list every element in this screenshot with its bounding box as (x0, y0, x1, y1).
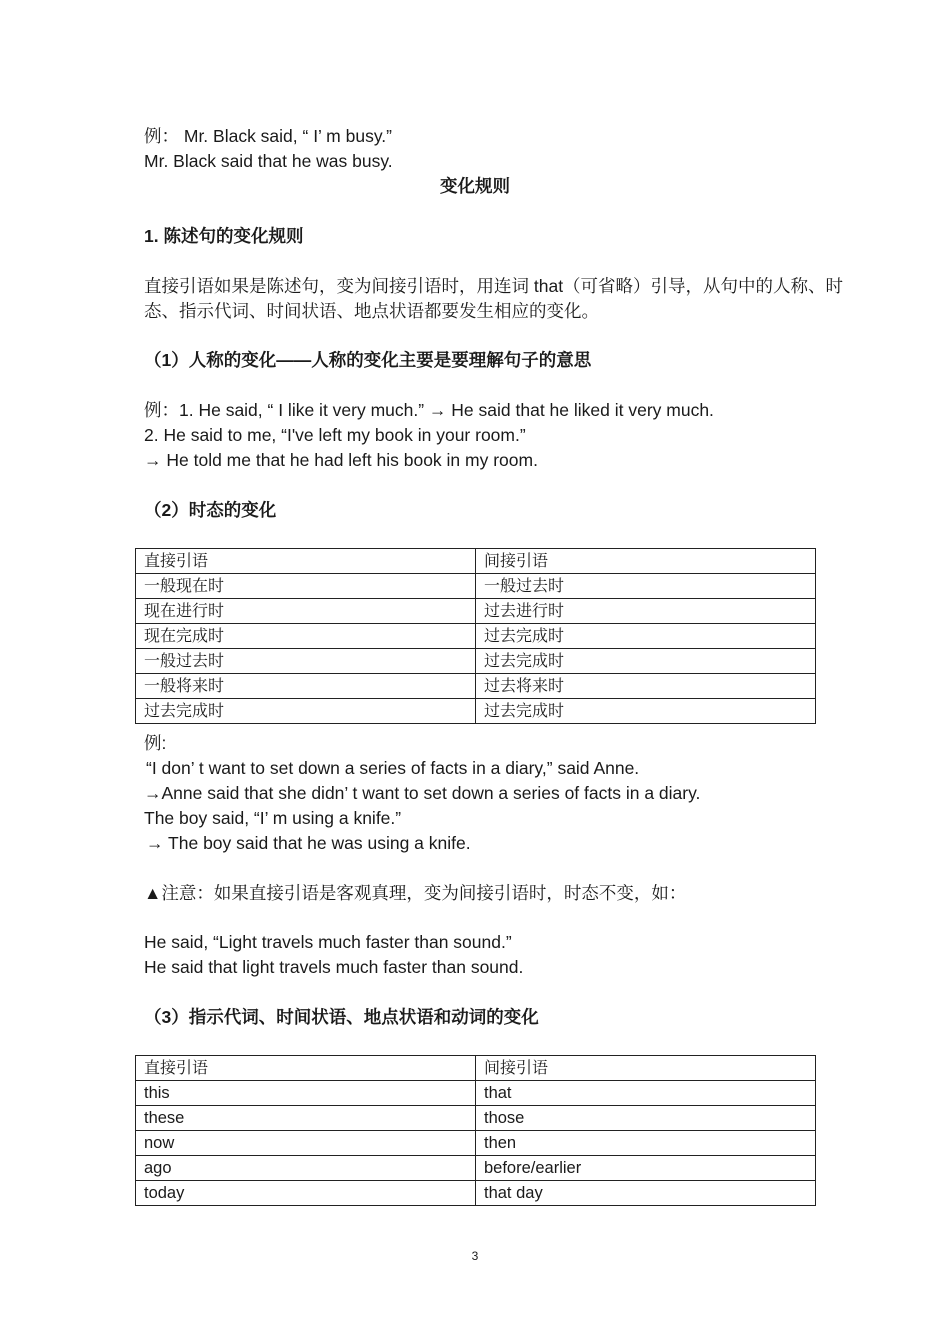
paragraph-line: 直接引语如果是陈述句，变为间接引语时，用连词 that（可省略）引导，从句中的人称、时 (144, 276, 844, 296)
page-number: 3 (471, 1249, 479, 1263)
tense-change-table (135, 548, 816, 724)
example-line: “I don’ t want to set down a series of facts in a diary,” said Anne. (146, 758, 640, 778)
table-row (136, 1156, 816, 1181)
table-cell: 过去完成时 (476, 699, 816, 724)
word-change-table (135, 1055, 816, 1206)
example-line: → The boy said that he was using a knife. (146, 833, 471, 853)
table-cell: 过去进行时 (476, 599, 816, 624)
table-cell: today (136, 1181, 476, 1206)
table-header-row (136, 549, 816, 574)
table-cell: before/earlier (476, 1156, 816, 1181)
table-cell: 过去将来时 (476, 674, 816, 699)
example-line: The boy said, “I’ m using a knife.” (144, 808, 402, 828)
example-label: 例: (144, 733, 167, 753)
table-cell: 一般将来时 (136, 674, 476, 699)
section-heading: 1. 陈述句的变化规则 (144, 226, 304, 246)
example-line: →Anne said that she didn’ t want to set down a series of facts in a diary. (144, 783, 701, 803)
subsection-heading: （3）指示代词、时间状语、地点状语和动词的变化 (144, 1007, 539, 1027)
table-header-cell: 直接引语 (136, 1056, 476, 1081)
note-line: ▲注意：如果直接引语是客观真理，变为间接引语时，时态不变，如： (144, 883, 687, 903)
section-title: 变化规则 (440, 176, 510, 196)
table-header-row (136, 1056, 816, 1081)
table-cell: ago (136, 1156, 476, 1181)
table-row (136, 649, 816, 674)
table-row (136, 599, 816, 624)
table-cell: then (476, 1131, 816, 1156)
table-header-cell: 间接引语 (476, 1056, 816, 1081)
example-line: 例：1. He said, “ I like it very much.” → He said that he liked it very much. (144, 400, 714, 420)
table-row (136, 699, 816, 724)
example-line: He said that light travels much faster than sound. (144, 957, 524, 977)
example-line: He said, “Light travels much faster than sound.” (144, 932, 512, 952)
table-cell: 一般过去时 (136, 649, 476, 674)
subsection-heading: （1）人称的变化——人称的变化主要是要理解句子的意思 (144, 350, 592, 370)
table-row (136, 1131, 816, 1156)
table-cell: these (136, 1106, 476, 1131)
table-cell: that (476, 1081, 816, 1106)
table-row (136, 1081, 816, 1106)
table-cell: that day (476, 1181, 816, 1206)
table-cell: 一般现在时 (136, 574, 476, 599)
intro-example-line: 例： Mr. Black said, “ I’ m busy.” (144, 126, 392, 146)
table-cell: 过去完成时 (476, 624, 816, 649)
subsection-heading: （2）时态的变化 (144, 500, 277, 520)
example-line: → He told me that he had left his book in my room. (144, 450, 538, 470)
table-cell: 一般过去时 (476, 574, 816, 599)
table-cell: 过去完成时 (136, 699, 476, 724)
table-cell: 现在进行时 (136, 599, 476, 624)
example-line: 2. He said to me, “I've left my book in your room.” (144, 425, 526, 445)
table-cell: those (476, 1106, 816, 1131)
table-cell: 过去完成时 (476, 649, 816, 674)
table-header-cell: 直接引语 (136, 549, 476, 574)
table-cell: this (136, 1081, 476, 1106)
table-row (136, 1181, 816, 1206)
table-header-cell: 间接引语 (476, 549, 816, 574)
table-cell: now (136, 1131, 476, 1156)
table-row (136, 674, 816, 699)
table-cell: 现在完成时 (136, 624, 476, 649)
paragraph-line: 态、指示代词、时间状语、地点状语都要发生相应的变化。 (144, 301, 599, 321)
table-row (136, 574, 816, 599)
intro-example-line: Mr. Black said that he was busy. (144, 151, 393, 171)
table-row (136, 1106, 816, 1131)
table-row (136, 624, 816, 649)
